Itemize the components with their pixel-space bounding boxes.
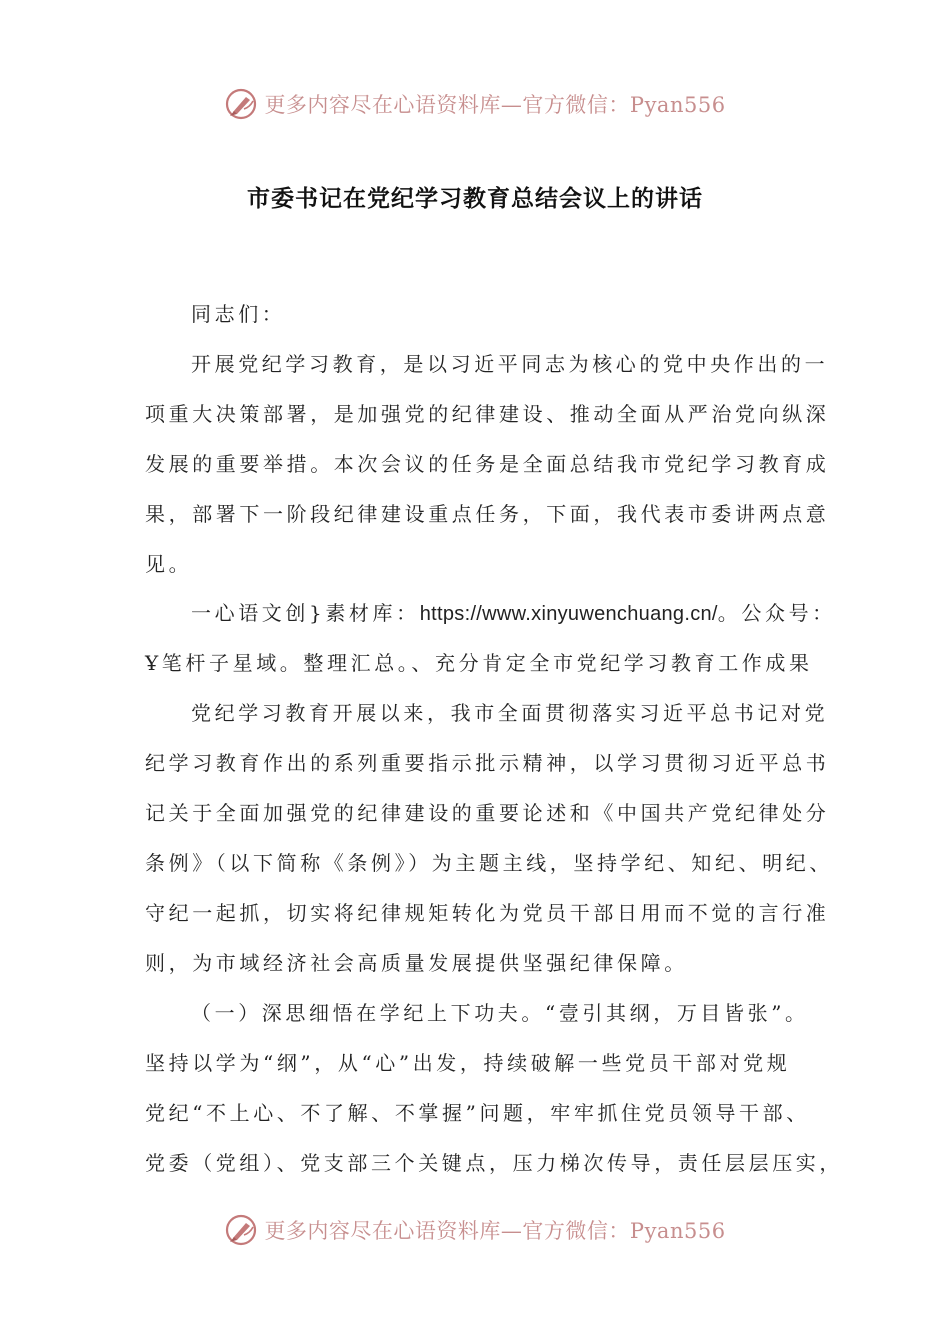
body-line: 则，为市域经济社会高质量发展提供坚强纪律保障。	[145, 951, 688, 975]
body-line: 党纪学习教育开展以来，我市全面贯彻落实习近平总书记对党	[191, 701, 829, 725]
source-label: 一心语文创}素材库：	[191, 601, 420, 625]
source-url-link[interactable]: https://www.xinyuwenchuang.cn/	[419, 603, 718, 625]
source-suffix: 。公众号：	[717, 601, 836, 625]
body-line: 见。	[145, 552, 193, 576]
section-heading: （一）深思细悟在学纪上下功夫。“壹引其纲，万目皆张”。	[191, 1001, 809, 1025]
body-line: 果，部署下一阶段纪律建设重点任务，下面，我代表市委讲两点意	[145, 502, 830, 526]
body-line: 记关于全面加强党的纪律建设的重要论述和《中国共产党纪律处分	[145, 801, 830, 825]
pen-logo-icon	[224, 1213, 258, 1247]
watermark-text: 更多内容尽在心语资料库—官方微信：Pyan556	[264, 93, 726, 117]
body-line: 守纪一起抓，切实将纪律规矩转化为党员干部日用而不觉的言行准	[145, 901, 830, 925]
body-line: 党委（党组）、党支部三个关键点，压力梯次传导，责任层层压实，	[145, 1151, 843, 1175]
watermark-banner-top	[0, 84, 950, 124]
source-line	[191, 599, 836, 628]
body-line: 发展的重要举措。本次会议的任务是全面总结我市党纪学习教育成	[145, 452, 830, 476]
body-line: 党纪“不上心、不了解、不掌握”问题，牢牢抓住党员领导干部、	[145, 1101, 810, 1125]
pen-logo-icon	[224, 87, 258, 121]
document-title: 市委书记在党纪学习教育总结会议上的讲话	[247, 186, 703, 212]
body-line: 开展党纪学习教育，是以习近平同志为核心的党中央作出的一	[191, 352, 829, 376]
body-line: 项重大决策部署，是加强党的纪律建设、推动全面从严治党向纵深	[145, 402, 830, 426]
body-line: 坚持以学为“纲”，从“心”出发，持续破解一些党员干部对党规	[145, 1051, 791, 1075]
watermark-banner-bottom	[0, 1210, 950, 1250]
body-line: Ұ笔杆子星域。整理汇总。、充分肯定全市党纪学习教育工作成果	[145, 651, 813, 675]
body-line: 条例》（以下简称《条例》）为主题主线，坚持学纪、知纪、明纪、	[145, 851, 833, 875]
salutation: 同志们：	[191, 302, 286, 326]
body-line: 纪学习教育作出的系列重要指示批示精神，以学习贯彻习近平总书	[145, 751, 830, 775]
watermark-text: 更多内容尽在心语资料库—官方微信：Pyan556	[264, 1219, 726, 1243]
